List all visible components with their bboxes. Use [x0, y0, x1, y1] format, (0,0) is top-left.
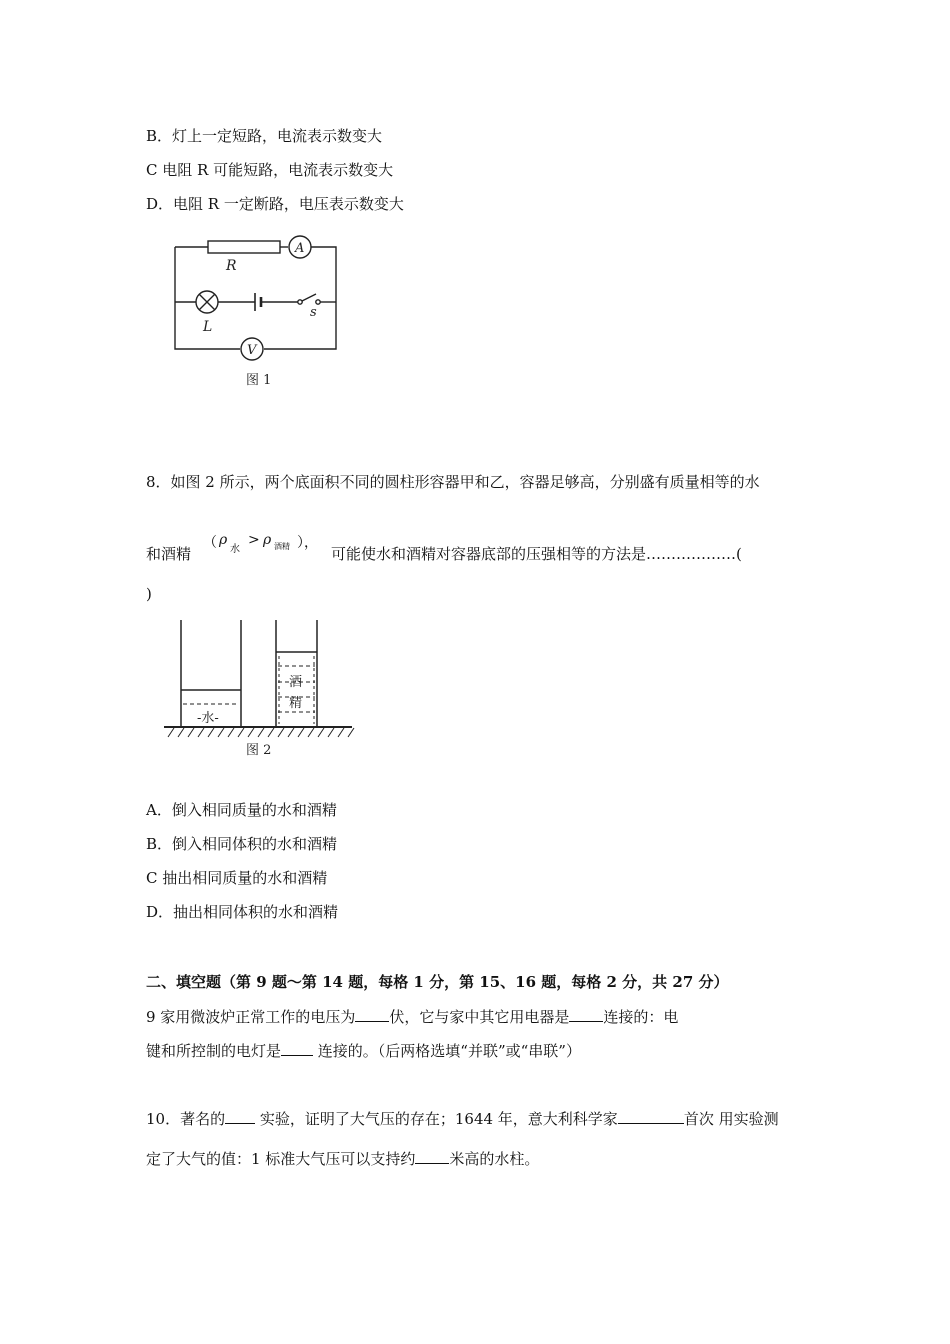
q8-line-2-post: 可能使水和酒精对容器底部的压强相等的方法是………………(	[331, 545, 742, 563]
q10-blank-scientist	[618, 1108, 684, 1124]
q10-line-1: 10．著名的 实验，证明了大气压的存在；1644 年，意大利科学家 首次 用实验测	[146, 1110, 779, 1128]
switch-s	[298, 300, 302, 304]
q9-blank-connection	[569, 1006, 603, 1022]
label-l: L	[203, 319, 213, 335]
alcohol-label-2: 精	[289, 696, 303, 711]
water-label: -水-	[197, 711, 219, 726]
label-s: s	[310, 305, 317, 320]
q8-option-b: B．倒入相同体积的水和酒精	[146, 835, 338, 853]
figure-1-circuit	[160, 232, 360, 392]
alcohol-label-1: 酒	[289, 675, 303, 690]
figure-2-containers	[160, 612, 360, 762]
q10-blank-experiment	[225, 1108, 255, 1124]
q9-blank-voltage	[355, 1006, 389, 1022]
label-a: A	[295, 241, 305, 256]
q8-option-c: C 抽出相同质量的水和酒精	[146, 869, 328, 887]
q9-line-2: 键和所控制的电灯是 连接的。（后两格选填“并联”或“串联”）	[146, 1042, 581, 1060]
resistor-r	[208, 241, 280, 253]
q7-option-d: D．电阻 R 一定断路，电压表示数变大	[146, 195, 404, 213]
q10-line-2: 定了大气的值：1 标准大气压可以支持约 米高的水柱。	[146, 1150, 540, 1168]
figure-1-caption: 图 1	[246, 373, 272, 388]
q8-line-2-pre: 和酒精	[146, 545, 192, 563]
section-2-heading: 二、填空题（第 9 题～第 14 题，每格 1 分，第 15、16 题，每格 2 分，共 27 分）	[146, 973, 729, 991]
q8-option-a: A．倒入相同质量的水和酒精	[146, 801, 337, 819]
density-formula: （ ρ 水 > ρ 酒精 ），	[203, 532, 318, 555]
q7-option-c: C 电阻 R 可能短路，电流表示数变大	[146, 161, 394, 179]
q8-line-1: 8．如图 2 所示，两个底面积不同的圆柱形容器甲和乙，容器足够高，分别盛有质量相等的水	[146, 473, 760, 491]
q8-line-3: )	[146, 585, 152, 603]
label-r: R	[226, 258, 237, 274]
q10-blank-height	[415, 1148, 449, 1164]
figure-2-caption: 图 2	[246, 743, 272, 758]
label-v: V	[247, 343, 257, 358]
q9-line-1: 9 家用微波炉正常工作的电压为 伏，它与家中其它用电器是 连接的：电	[146, 1008, 679, 1026]
q8-option-d: D．抽出相同体积的水和酒精	[146, 903, 339, 921]
q7-option-b: B．灯上一定短路，电流表示数变大	[146, 127, 383, 145]
q9-blank-switch	[281, 1040, 313, 1056]
